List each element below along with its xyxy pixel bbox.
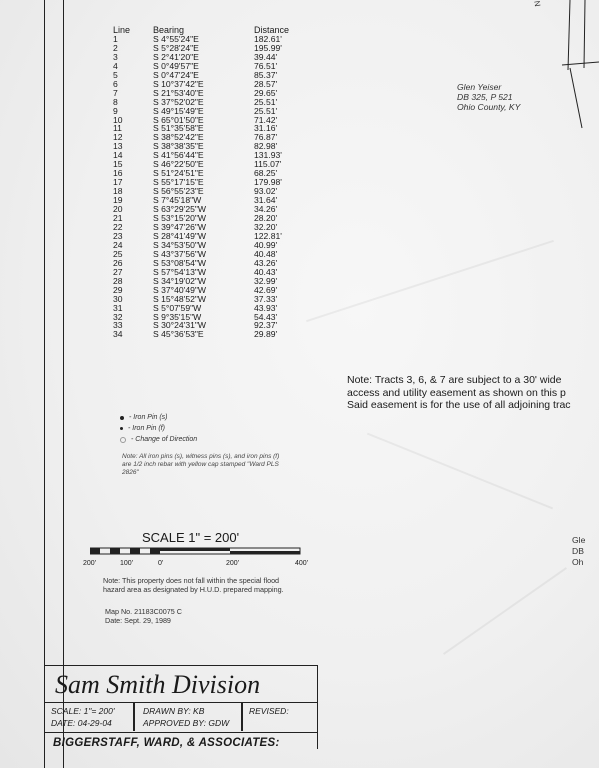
title-block-meta-row (45, 702, 317, 731)
line-number-cell: 17 (113, 177, 123, 188)
line-number-cell: 31 (113, 302, 123, 313)
line-number-cell: 19 (113, 195, 123, 206)
distance-cell: 28.20' (254, 213, 278, 224)
bearing-cell: S 34°19'02"W (153, 275, 207, 286)
owner-deed: DB 325, P 521 (457, 92, 513, 102)
revised-field: REVISED: (249, 706, 289, 716)
plat-title: Sam Smith Division (55, 670, 261, 699)
scale-tick: 200' (83, 560, 97, 567)
owner-edge-line: DB (572, 546, 584, 556)
distance-cell: 115.07' (254, 159, 282, 170)
map-number: Map No. 21183C0075 C (105, 607, 182, 616)
line-number-cell: 23 (113, 230, 123, 241)
legend-iron-pin-found (120, 423, 197, 434)
bearing-cell: S 51°35'58"E (153, 123, 204, 134)
approved-by-field: APPROVED BY: GDW (143, 718, 230, 728)
line-number-cell: 20 (113, 204, 123, 215)
line-number-cell: 26 (113, 257, 123, 268)
line-number-cell: 2 (113, 42, 118, 53)
bearing-cell: S 5°07'59"W (153, 302, 202, 313)
distance-cell: 29.65' (254, 87, 278, 98)
bearing-cell: S 2°41'20"E (153, 51, 199, 62)
bearing-cell: S 0°49'57"E (153, 60, 199, 71)
distance-cell: 42.69' (254, 284, 278, 295)
distance-cell: 68.25' (254, 168, 278, 179)
bearing-cell: S 63°29'25"W (153, 204, 207, 215)
paper-crease (306, 240, 554, 322)
flood-note: Note: This property does not fall within the special flood hazard area as designated by H.U.D. prepared mapping. (103, 576, 284, 594)
line-number-cell: 4 (113, 60, 118, 71)
line-number-cell: 3 (113, 51, 118, 62)
bearing-cell: S 41°56'44"E (153, 150, 204, 161)
line-number-cell: 14 (113, 150, 123, 161)
line-number-cell: 32 (113, 311, 123, 322)
bearing-cell: S 4°55'24"E (153, 33, 199, 44)
bearing-cell: S 7°45'18"W (153, 195, 202, 206)
line-number-cell: 12 (113, 132, 123, 143)
bearing-cell: S 65°01'50"E (153, 114, 204, 125)
legend-label: - Iron Pin (f) (128, 425, 165, 432)
divider (133, 703, 135, 731)
distance-cell: 54.43' (254, 311, 278, 322)
line-number-cell: 28 (113, 275, 123, 286)
line-number-cell: 33 (113, 320, 123, 331)
bearing-cell: S 28°41'49"W (153, 230, 207, 241)
scale-tick: 0' (158, 560, 164, 567)
line-number-cell: 24 (113, 239, 123, 250)
distance-cell: 43.26' (254, 257, 278, 268)
distance-cell: 131.93' (254, 150, 282, 161)
map-date: Date: Sept. 29, 1989 (105, 616, 171, 625)
scale-labels (83, 560, 323, 570)
line-number-cell: 21 (113, 213, 123, 224)
distance-cell: 32.20' (254, 221, 278, 232)
line-number-cell: 1 (113, 33, 118, 44)
bearing-cell: S 15°48'52"W (153, 293, 207, 304)
line-number-cell: 7 (113, 87, 118, 98)
bearing-cell: S 55°17'15"E (153, 177, 204, 188)
legend-label: - Change of Direction (131, 436, 198, 443)
bearing-cell: S 57°54'13"W (153, 266, 207, 277)
legend-label: - Iron Pin (s) (129, 414, 168, 421)
bearing-cell: S 53°15'20"W (153, 213, 207, 224)
border-line-inner (63, 0, 64, 768)
legend (120, 412, 197, 445)
line-number-cell: 18 (113, 186, 123, 197)
line-number-cell: 10 (113, 114, 123, 125)
paper-crease (443, 567, 567, 655)
line-number-cell: 27 (113, 266, 123, 277)
distance-cell: 43.93' (254, 302, 278, 313)
distance-cell: 32.99' (254, 275, 278, 286)
distance-cell: 29.89' (254, 329, 278, 340)
line-number-cell: 25 (113, 248, 123, 259)
bearing-cell: S 56°55'23"E (153, 186, 204, 197)
distance-cell: 71.42' (254, 114, 278, 125)
line-number-cell: 13 (113, 141, 123, 152)
line-number-cell: 6 (113, 78, 118, 89)
scale-tick: 200' (226, 560, 240, 567)
owner-edge-line: Gle (572, 535, 586, 545)
scale-title: SCALE 1" = 200' (142, 530, 240, 545)
line-header: Line (113, 25, 131, 35)
distance-cell: 40.48' (254, 248, 278, 259)
distance-cell: 31.16' (254, 123, 278, 134)
distance-cell: 25.51' (254, 96, 278, 107)
legend-iron-pin-set (120, 412, 197, 423)
change-direction-icon (120, 437, 126, 443)
line-number-cell: 11 (113, 123, 122, 134)
scale-field: SCALE: 1"= 200' (51, 706, 115, 716)
bearing-cell: S 43°37'56"W (153, 248, 207, 259)
distance-cell: 76.51' (254, 60, 278, 71)
bearing-cell: S 0°47'24"E (153, 69, 199, 80)
bearing-cell: S 5°28'24"E (153, 42, 199, 53)
bearing-cell: S 53°08'54"W (153, 257, 207, 268)
bearing-cell: S 49°15'49"E (153, 105, 204, 116)
distance-cell: 82.98' (254, 141, 278, 152)
distance-cell: 40.43' (254, 266, 278, 277)
divider (241, 703, 243, 731)
bearing-cell: S 9°35'15"W (153, 311, 202, 322)
date-field: DATE: 04-29-04 (51, 718, 112, 728)
bearing-cell: S 51°24'51"E (153, 168, 204, 179)
table-body (113, 35, 304, 339)
title-block (44, 665, 318, 749)
firm-name: BIGGERSTAFF, WARD, & ASSOCIATES: (53, 737, 280, 749)
paper-crease (367, 433, 553, 510)
bearing-cell: S 39°47'26"W (153, 221, 207, 232)
bearing-cell: S 45°36'53"E (153, 329, 204, 340)
distance-cell: 122.81' (254, 230, 282, 241)
easement-note (347, 374, 571, 412)
legend-change-direction (120, 434, 197, 445)
distance-cell: 25.51' (254, 105, 278, 116)
distance-header: Distance (254, 25, 290, 35)
bearing-cell: S 34°53'50"W (153, 239, 207, 250)
drawn-by-field: DRAWN BY: KB (143, 706, 205, 716)
line-number-cell: 29 (113, 284, 123, 295)
distance-cell: 28.57' (254, 78, 278, 89)
bearing-cell: S 46°22'50"E (153, 159, 204, 170)
scale-tick: 100' (120, 560, 134, 567)
bearing-cell: S 38°52'42"E (153, 132, 204, 143)
border-line-outer (44, 0, 45, 768)
bearing-cell: S 30°24'31"W (153, 320, 207, 331)
bearing-header: Bearing (153, 25, 185, 35)
bearing-cell: S 10°37'42"E (153, 78, 204, 89)
distance-cell: 40.99' (254, 239, 278, 250)
line-number-cell: 5 (113, 69, 118, 80)
distance-cell: 92.37' (254, 320, 278, 331)
owner-edge-line: Oh (572, 557, 584, 567)
distance-cell: 179.98' (254, 177, 282, 188)
bearing-cell: S 37°52'02"E (153, 96, 204, 107)
distance-cell: 39.44' (254, 51, 278, 62)
adjoining-owner-label-cut (572, 535, 585, 568)
firm-row (45, 732, 317, 753)
bearing-cell: S 21°53'40"E (153, 87, 204, 98)
distance-cell: 182.61' (254, 33, 282, 44)
distance-cell: 34.26' (254, 204, 278, 215)
adjoining-owner-label (457, 82, 520, 112)
distance-cell: 85.37' (254, 69, 278, 80)
bearing-cell: S 38°38'35"E (153, 141, 204, 152)
north-mark: N (532, 0, 543, 8)
easement-note-line: Note: Tracts 3, 6, & 7 are subject to a 30' wide (347, 374, 562, 386)
line-number-cell: 34 (113, 329, 123, 340)
iron-pin-set-icon (120, 416, 124, 420)
iron-pin-found-icon (120, 427, 123, 430)
line-number-cell: 8 (113, 96, 118, 107)
table-row (113, 330, 304, 339)
distance-cell: 31.64' (254, 195, 278, 206)
line-number-cell: 9 (113, 105, 118, 116)
easement-note-line: access and utility easement as shown on this p (347, 386, 566, 399)
distance-cell: 37.33' (254, 293, 278, 304)
line-bearing-table (113, 26, 304, 339)
line-number-cell: 30 (113, 293, 123, 304)
iron-pin-note: Note: All iron pins (s), witness pins (s), and iron pins (f) are 1/2 inch rebar with yellow cap stamped "Ward PLS 2826" (122, 453, 280, 476)
easement-note-line: Said easement is for the use of all adjoining trac (347, 399, 571, 411)
line-number-cell: 15 (113, 159, 123, 170)
distance-cell: 76.87' (254, 132, 278, 143)
line-number-cell: 16 (113, 168, 123, 179)
map-info (105, 607, 182, 625)
line-number-cell: 22 (113, 221, 123, 232)
bearing-cell: S 37°40'49"W (153, 284, 207, 295)
boundary-lines (540, 0, 599, 130)
scale-bar (90, 545, 302, 557)
owner-county: Ohio County, KY (457, 102, 521, 112)
owner-name: Glen Yeiser (457, 82, 502, 92)
scale-tick: 400' (295, 560, 309, 567)
distance-cell: 195.99' (254, 42, 282, 53)
distance-cell: 93.02' (254, 186, 278, 197)
